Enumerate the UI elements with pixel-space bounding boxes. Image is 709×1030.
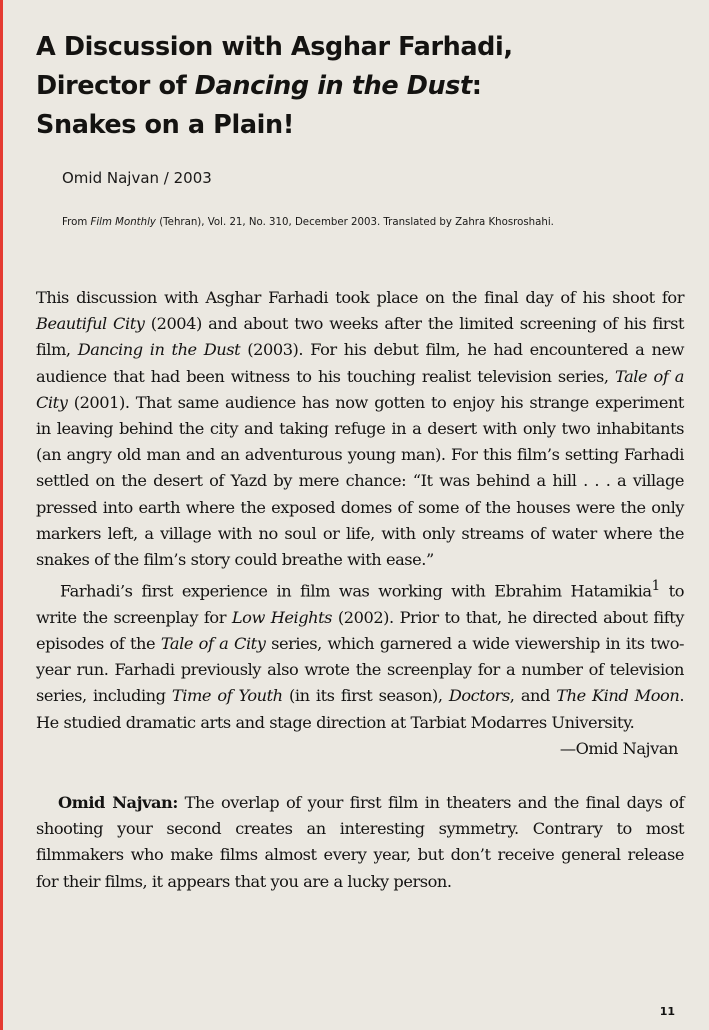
article-title	[36, 28, 684, 145]
film-title-low-heights: Low Heights	[231, 607, 333, 627]
intro-text-1: This discussion with Asghar Farhadi took place on the final day of his shoot for	[36, 288, 684, 307]
author-byline: Omid Najvan / 2003	[62, 169, 212, 187]
title-line-3: Snakes on a Plain!	[36, 110, 294, 140]
bio-text-4: series, which garnered a wide viewership in its two-year run. Farhadi previously also wrote the screenplay for a number of television series, including	[36, 634, 685, 706]
question-text: The overlap of your first film in theaters and the final days of shooting your second creates an interesting symmetry. Contrary to most filmmakers who make films almost every year, but don’t receive general release for their films, it appears that you are a lucky person.	[36, 793, 684, 891]
intro-text-2: (2004) and about two weeks after the limited screening of his first film,	[36, 314, 685, 360]
intro-paragraph	[36, 285, 684, 573]
page-edge	[0, 0, 3, 1030]
bio-text-1: Farhadi’s first experience in film was working with Ebrahim Hatamikia	[60, 581, 652, 601]
bio-text-6: , and	[509, 686, 557, 706]
intro-text-4: (2001). That same audience has now gotten to enjoy his strange experiment in leaving behind the city and taking refuge in a desert with only two inhabitants (an angry old man and an adventurous young man). For this film’s setting Farhadi settled on the desert of Yazd by mere chance: “It was behind a hill . . . a village pressed into earth where the exposed domes of some of the houses were the only markers left, a village with no soul or life, with only streams of water where the snakes of the film’s story could breathe with ease.”	[36, 392, 684, 570]
interview-question	[36, 790, 684, 895]
intro-text-3: (2003). For his debut film, he had encountered a new audience that had been witness to his touching realist television series,	[36, 340, 684, 386]
source-note	[62, 216, 684, 230]
title-line-2-suffix: :	[471, 71, 482, 101]
bio-text-3: (2002). Prior to that, he directed about fifty episodes of the	[36, 607, 684, 654]
film-title-beautiful-city: Beautiful City	[36, 314, 145, 334]
intro-signature: —Omid Najvan	[559, 738, 678, 758]
series-title-kind-moon: The Kind Moon	[556, 686, 680, 706]
footnote-marker: 1	[651, 578, 660, 595]
source-details: (Tehran), Vol. 21, No. 310, December 2003. Translated by Zahra Khosroshahi.	[155, 217, 554, 228]
film-title-dancing-dust: Dancing in the Dust	[77, 340, 241, 360]
title-line-1: A Discussion with Asghar Farhadi,	[36, 32, 513, 62]
source-publication: Film Monthly	[90, 217, 156, 228]
series-title-tale-city: Tale of a City	[36, 366, 684, 412]
biography-paragraph	[36, 573, 684, 736]
bio-text-2: to write the screenplay for	[36, 581, 684, 627]
title-film-name: Dancing in the Dust	[194, 71, 472, 101]
series-title-time-youth: Time of Youth	[171, 686, 283, 706]
bio-text-5: (in its first season),	[282, 686, 449, 706]
series-title-tale-city-2: Tale of a City	[160, 634, 266, 654]
page-number: 11	[659, 1005, 675, 1018]
series-title-doctors: Doctors	[448, 686, 510, 706]
title-line-2-prefix: Director of	[36, 71, 195, 101]
bio-text-7: . He studied dramatic arts and stage direction at Tarbiat Modarres University.	[36, 686, 685, 732]
article-body	[36, 285, 684, 895]
source-prefix: From	[62, 217, 91, 228]
article-page	[36, 28, 684, 895]
speaker-name: Omid Najvan:	[58, 793, 178, 813]
